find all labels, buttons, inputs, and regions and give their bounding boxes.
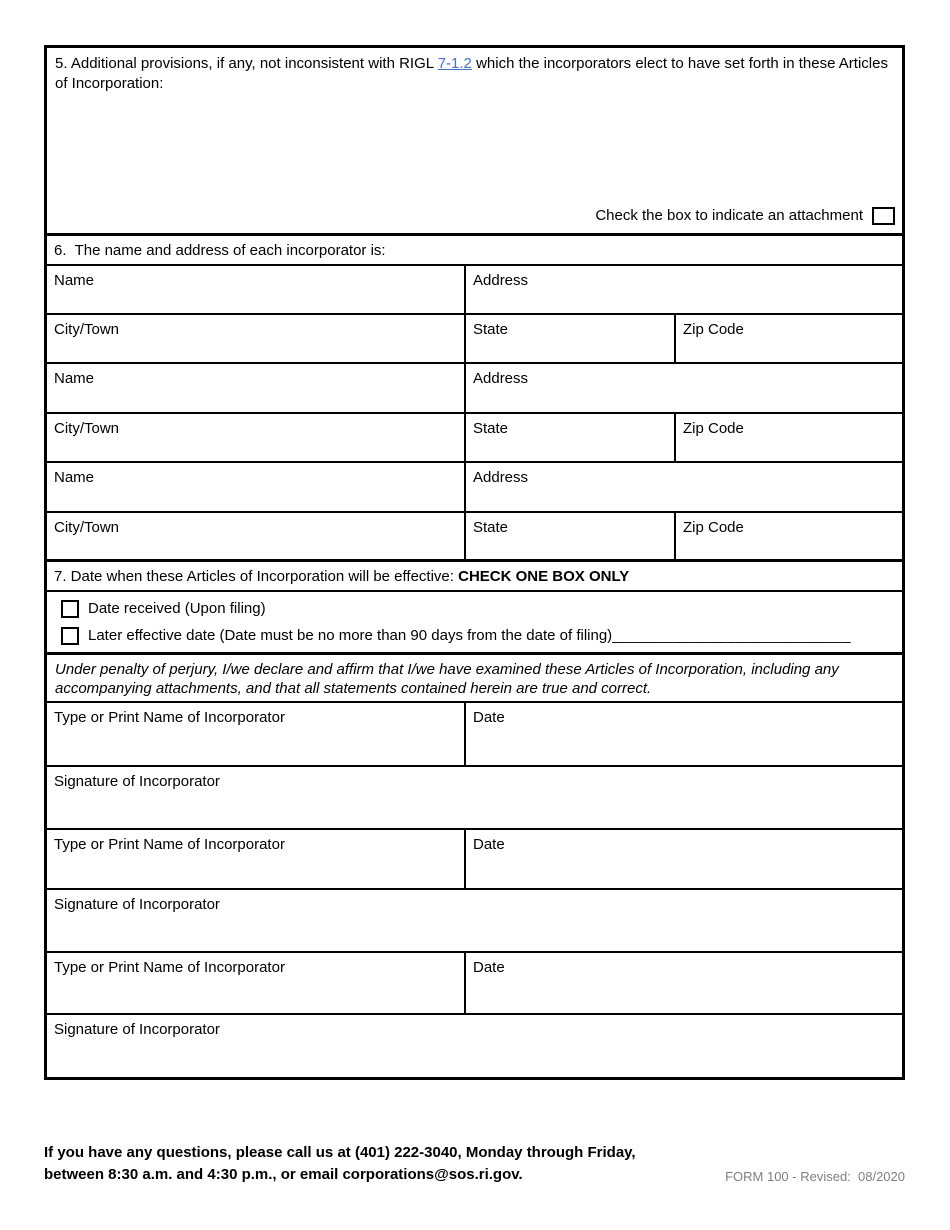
name-label: Name — [54, 370, 95, 387]
section-5-text-after-link: which the incorporators elect to have set forth in these Articles of Incorporation: — [55, 55, 888, 92]
section-6-header-row — [47, 236, 902, 266]
address-label: Address — [473, 272, 529, 289]
zip-label: Zip Code — [683, 519, 744, 536]
incorporator-1-city-state-zip-row — [47, 315, 902, 364]
type-or-print-name-label: Type or Print Name of Incorporator — [54, 959, 285, 976]
page-footer — [44, 1142, 905, 1186]
incorporator-1-name-address-row — [47, 266, 902, 315]
later-effective-date-checkbox[interactable] — [61, 627, 79, 645]
address-label: Address — [473, 469, 529, 486]
contact-help-line-2: between 8:30 a.m. and 4:30 p.m., or email corporations@sos.ri.gov. — [44, 1166, 523, 1183]
incorporator-3-name-address-row — [47, 463, 902, 513]
date-label: Date — [473, 836, 505, 853]
signature-block-2-signature-row — [47, 890, 902, 953]
incorporator-3-state-field[interactable] — [464, 513, 674, 559]
incorporator-1-address-field[interactable] — [464, 266, 902, 313]
rigl-7-1-2-link[interactable]: 7-1.2 — [437, 55, 472, 72]
incorporator-2-name-field[interactable] — [47, 364, 464, 412]
incorporator-3-city-state-zip-row — [47, 513, 902, 562]
state-label: State — [473, 321, 509, 338]
type-or-print-name-label: Type or Print Name of Incorporator — [54, 709, 285, 726]
signature-label: Signature of Incorporator — [54, 1021, 220, 1038]
incorporator-3-city-field[interactable] — [47, 513, 464, 559]
incorporator-2-signature-field[interactable] — [47, 890, 902, 951]
signature-block-1-name-date-row — [47, 703, 902, 767]
incorporator-3-address-field[interactable] — [464, 463, 902, 511]
check-one-box-only-label: CHECK ONE BOX ONLY — [458, 568, 630, 585]
name-label: Name — [54, 272, 95, 289]
incorporator-1-printed-name-field[interactable] — [47, 703, 464, 765]
city-label: City/Town — [54, 321, 120, 338]
section-6-header: 6. The name and address of each incorporator is: — [54, 242, 386, 259]
incorporator-1-state-field[interactable] — [464, 315, 674, 362]
attachment-label: Check the box to indicate an attachment — [595, 207, 863, 224]
date-label: Date — [473, 959, 505, 976]
signature-label: Signature of Incorporator — [54, 896, 220, 913]
incorporator-2-name-address-row — [47, 364, 902, 414]
date-label: Date — [473, 709, 505, 726]
signature-label: Signature of Incorporator — [54, 773, 220, 790]
section-7-options-row — [47, 592, 902, 655]
zip-label: Zip Code — [683, 420, 744, 437]
incorporator-3-date-field[interactable] — [464, 953, 902, 1013]
incorporator-3-printed-name-field[interactable] — [47, 953, 464, 1013]
incorporator-1-date-field[interactable] — [464, 703, 902, 765]
attachment-checkbox[interactable] — [872, 207, 895, 225]
perjury-declaration-row — [47, 655, 902, 703]
contact-help-line-1: If you have any questions, please call us at (401) 222-3040, Monday through Friday, — [44, 1144, 636, 1161]
state-label: State — [473, 420, 509, 437]
incorporator-1-signature-field[interactable] — [47, 767, 902, 828]
city-label: City/Town — [54, 519, 120, 536]
later-effective-date-label: Later effective date (Date must be no more than 90 days from the date of filing) — [88, 627, 613, 644]
form-revision-label: FORM 100 - Revised: 08/2020 — [725, 1169, 905, 1184]
date-received-label: Date received (Upon filing) — [88, 600, 266, 617]
name-label: Name — [54, 469, 95, 486]
signature-block-1-signature-row — [47, 767, 902, 830]
signature-block-3-name-date-row — [47, 953, 902, 1015]
perjury-declaration-text: Under penalty of perjury, I/we declare and affirm that I/we have examined these Articles of Incorporation, including any accompanying attachments, and that all statements contained herein are true and correct. — [55, 661, 839, 697]
incorporator-2-state-field[interactable] — [464, 414, 674, 461]
incorporator-2-printed-name-field[interactable] — [47, 830, 464, 888]
city-label: City/Town — [54, 420, 120, 437]
incorporator-2-city-field[interactable] — [47, 414, 464, 461]
attachment-indicator-line — [595, 206, 895, 226]
contact-help-text — [44, 1142, 636, 1186]
incorporator-1-zip-field[interactable] — [674, 315, 902, 362]
section-7-header-row — [47, 562, 902, 592]
incorporator-1-city-field[interactable] — [47, 315, 464, 362]
zip-label: Zip Code — [683, 321, 744, 338]
option-later-effective-date — [61, 626, 894, 645]
incorporator-2-date-field[interactable] — [464, 830, 902, 888]
section-7-header-text: 7. Date when these Articles of Incorporation will be effective: — [54, 568, 459, 585]
section-7-header — [47, 562, 636, 590]
incorporator-2-zip-field[interactable] — [674, 414, 902, 461]
section-5-additional-provisions[interactable] — [47, 48, 902, 236]
option-date-received — [61, 599, 894, 618]
section-5-text-before-link: 5. Additional provisions, if any, not inconsistent with RIGL — [55, 55, 438, 72]
form-table — [44, 45, 905, 1080]
incorporator-3-signature-field[interactable] — [47, 1015, 902, 1077]
incorporator-2-city-state-zip-row — [47, 414, 902, 463]
incorporator-1-name-field[interactable] — [47, 266, 464, 313]
date-received-checkbox[interactable] — [61, 600, 79, 618]
incorporator-3-name-field[interactable] — [47, 463, 464, 511]
address-label: Address — [473, 370, 529, 387]
later-effective-date-blank-field[interactable]: ___________________________ — [612, 627, 851, 644]
signature-block-3-signature-row — [47, 1015, 902, 1077]
section-5-text — [55, 55, 888, 92]
state-label: State — [473, 519, 509, 536]
incorporator-3-zip-field[interactable] — [674, 513, 902, 559]
incorporator-2-address-field[interactable] — [464, 364, 902, 412]
signature-block-2-name-date-row — [47, 830, 902, 890]
type-or-print-name-label: Type or Print Name of Incorporator — [54, 836, 285, 853]
